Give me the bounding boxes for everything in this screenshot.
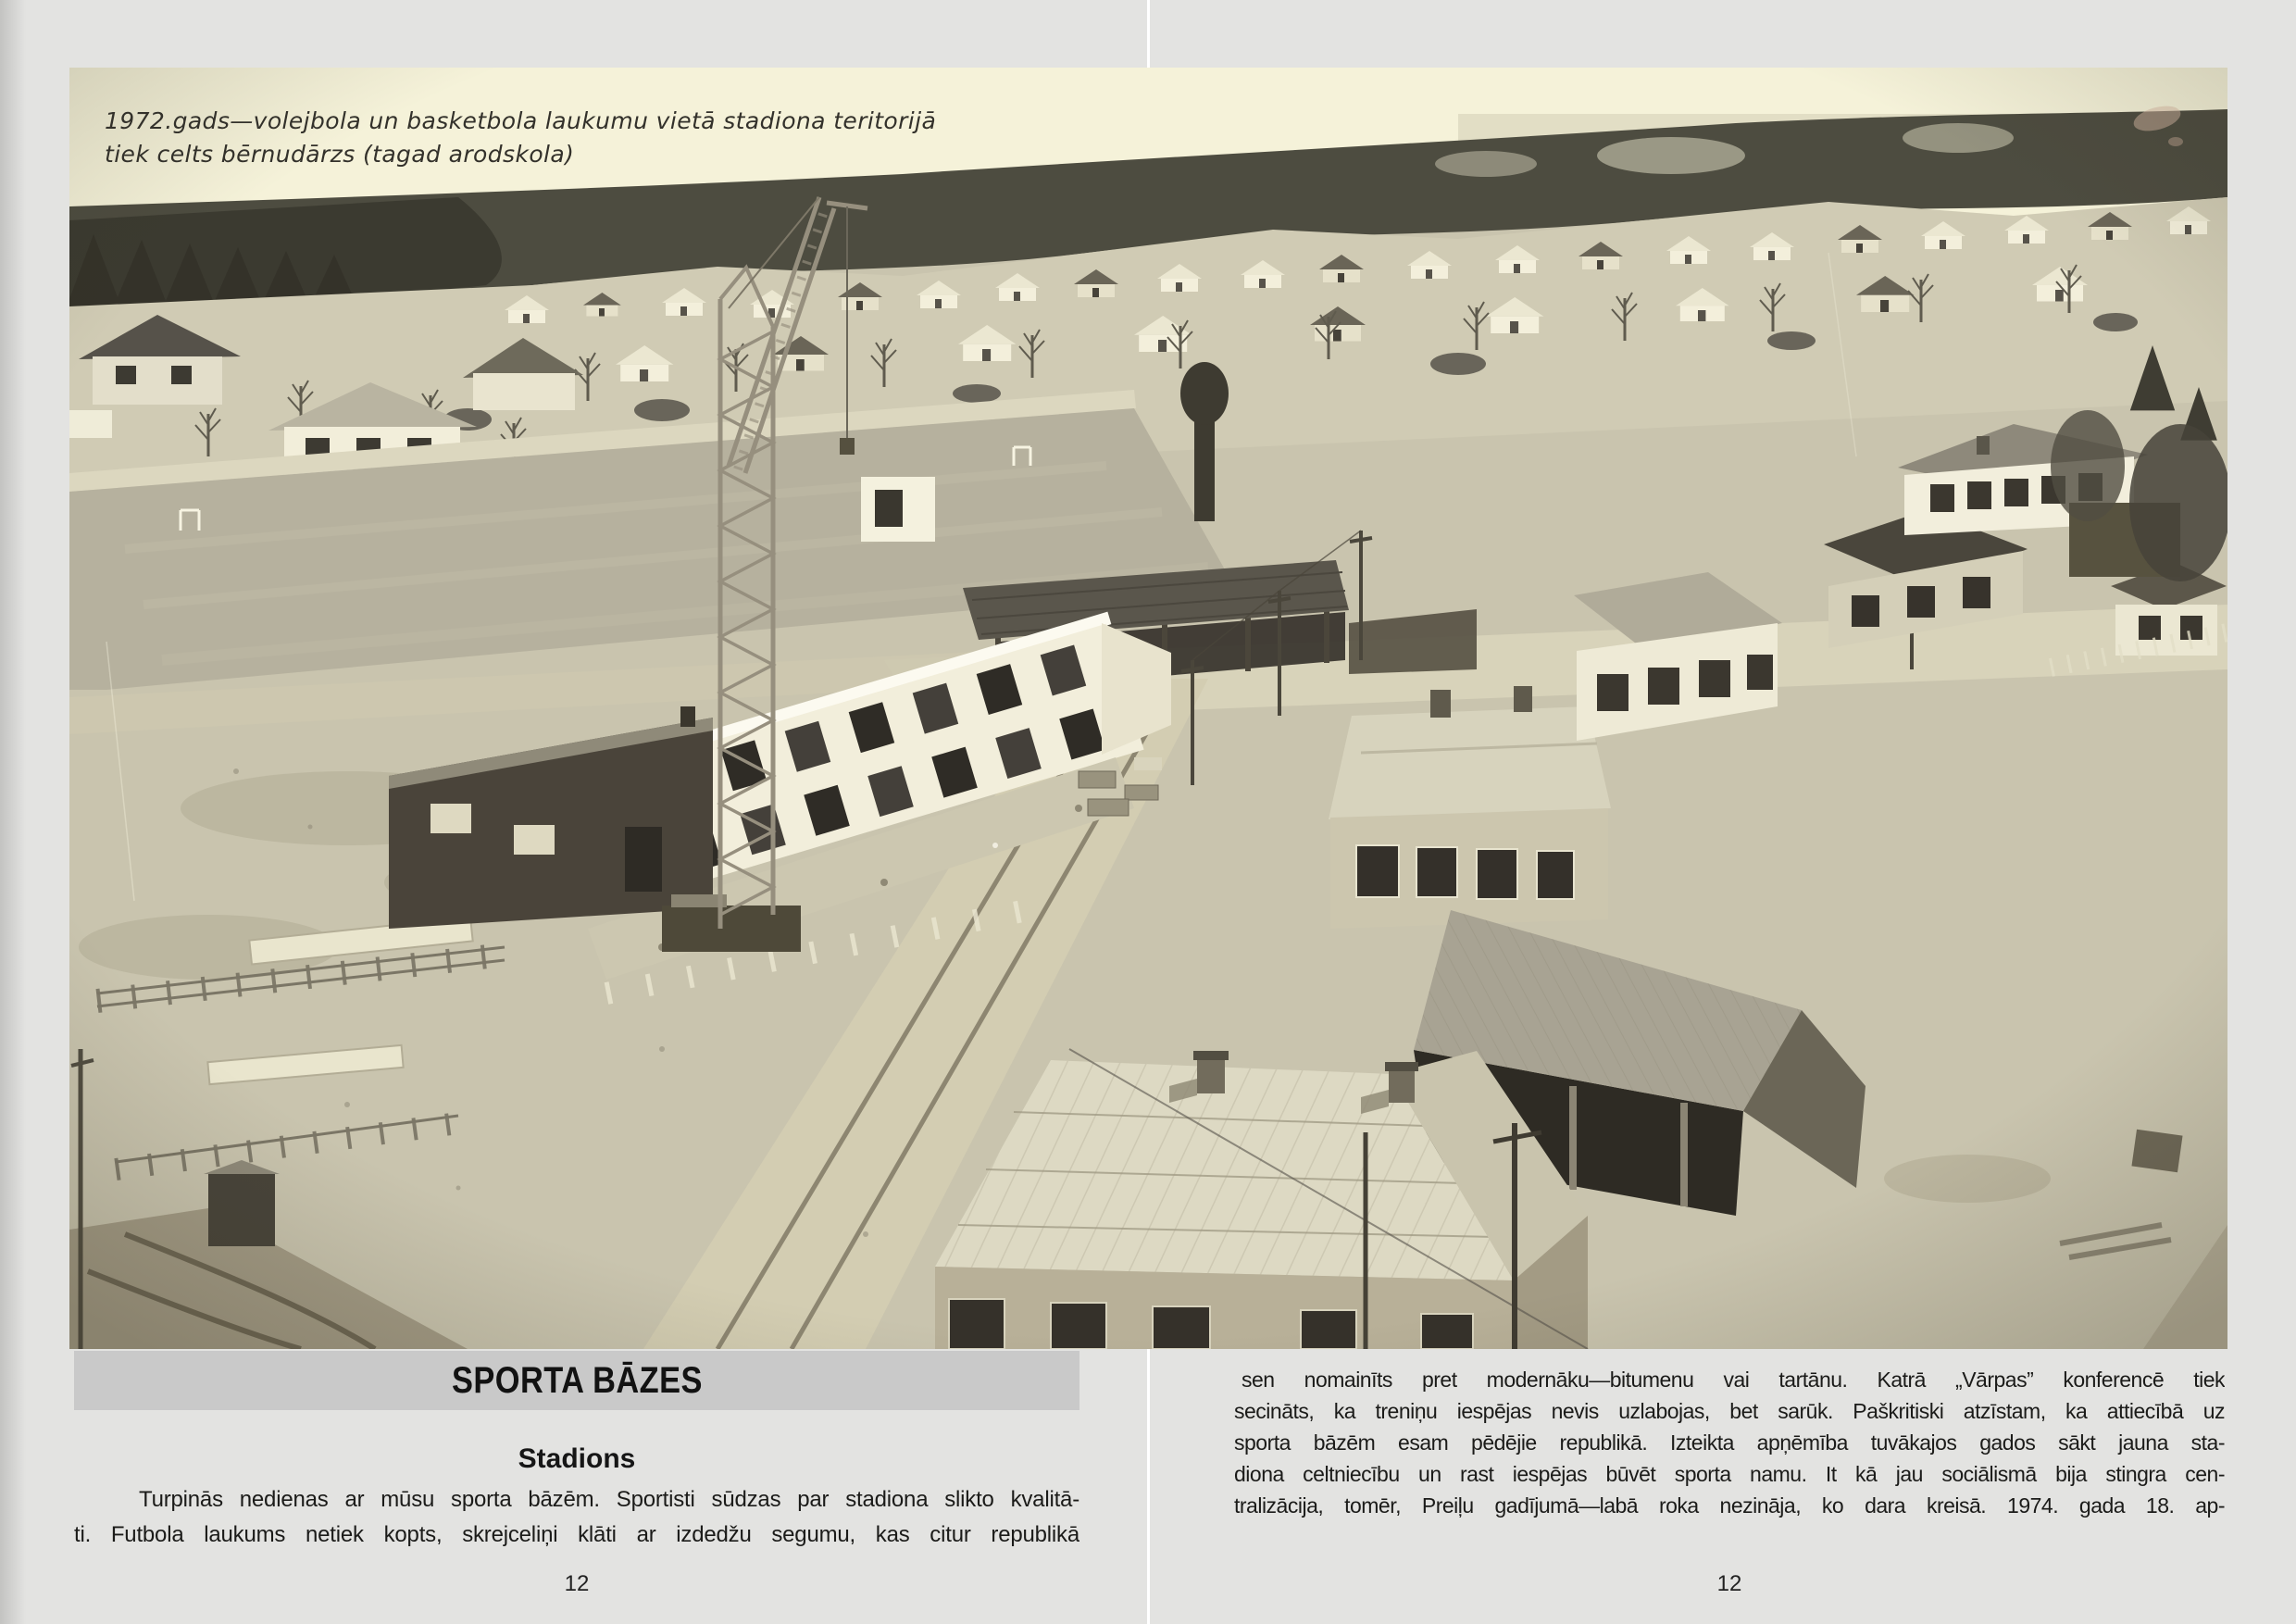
right-page-number: 12	[1716, 1571, 1742, 1596]
section-heading: SPORTA BĀZES	[451, 1359, 703, 1401]
photo-caption-line2: tiek celts bērnudārzs (tagad arodskola)	[105, 141, 575, 168]
left-page-body	[74, 1482, 1079, 1553]
photo-caption-line1: 1972.gads—volejbola un basketbola laukumu vietā stadiona teritorijā	[105, 107, 937, 134]
left-page-number: 12	[564, 1571, 590, 1596]
right-body-line: sporta bāzēm esam pēdējie republikā. Izteikta apņēmība tuvākajos gados sākt jauna sta-	[1234, 1430, 2225, 1455]
right-body-line: sen nomainīts pret modernāku—bitumenu vai tartānu. Katrā „Vārpas” konferencē tiek	[1242, 1368, 2225, 1392]
right-page-body	[1234, 1364, 2225, 1521]
photo-caption	[105, 105, 938, 171]
left-body-line: Turpinās nedienas ar mūsu sporta bāzēm. Sportisti sūdzas par stadiona slikto kvalitā-	[139, 1487, 1079, 1512]
book-edge-shadow	[0, 0, 26, 1624]
right-body-line: tralizācija, tomēr, Preiļu gadījumā—labā roka nezināja, ko dara kreisā. 1974. gada 18. ap-	[1234, 1493, 2225, 1518]
left-body-line: ti. Futbola laukums netiek kopts, skrejceliņi klāti ar izdedžu segumu, kas citur republikā	[74, 1522, 1079, 1547]
right-body-line: diona celtniecību un rast iespējas būvēt sporta namu. It kā jau sociālismā bija stingra cen-	[1234, 1462, 2225, 1486]
vignette	[69, 68, 2227, 1349]
aerial-photo-illustration	[69, 68, 2227, 1349]
right-body-line: secināts, ka treniņu iespējas nevis uzlabojas, bet sarūk. Paškritiski atzīstam, ka attiecībā uz	[1234, 1399, 2225, 1423]
section-heading-bar	[74, 1351, 1079, 1410]
aerial-photo	[69, 68, 2227, 1349]
subheading-stadions: Stadions	[518, 1443, 636, 1474]
